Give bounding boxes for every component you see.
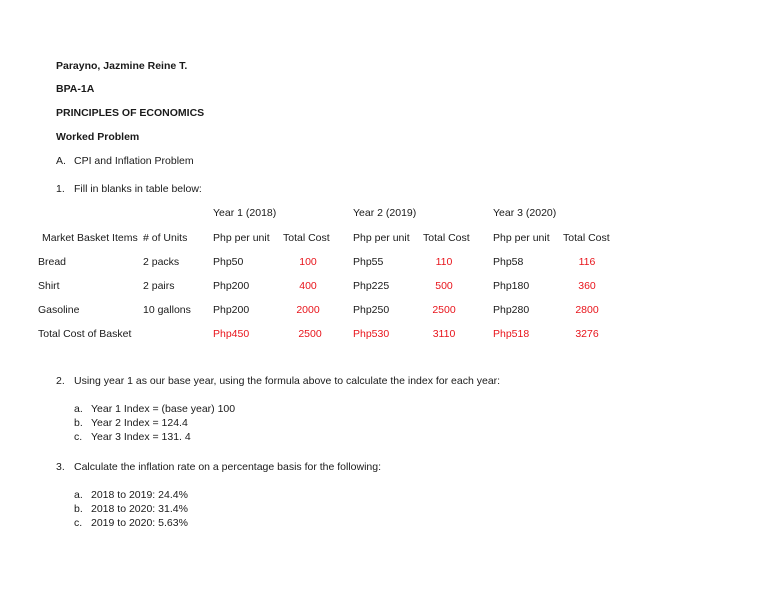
table-row-item: Bread [38, 256, 67, 268]
table-cell-total: 110 [435, 256, 453, 268]
column-header-total-y1: Total Cost [283, 232, 330, 244]
column-header-units: # of Units [143, 232, 188, 244]
table-row-item: Shirt [38, 280, 60, 292]
question-2-text: Using year 1 as our base year, using the formula above to calculate the index for each year: [74, 375, 501, 387]
list-item-letter: c. [74, 431, 83, 443]
list-item: Year 1 Index = (base year) 100 [91, 403, 236, 415]
table-cell-price: Php180 [493, 280, 530, 292]
table-cell-total: 100 [299, 256, 317, 268]
table-cell-price: Php58 [493, 256, 524, 268]
table-cell-price: Php250 [353, 304, 390, 316]
table-cell-total: 400 [299, 280, 317, 292]
table-row-item: Gasoline [38, 304, 80, 316]
question-2-number: 2. [56, 375, 65, 387]
table-total-cost: 3110 [432, 328, 456, 340]
list-item-letter: b. [74, 417, 83, 429]
table-total-label: Total Cost of Basket [38, 328, 132, 340]
year-2-header: Year 2 (2019) [353, 207, 417, 219]
column-header-total-y3: Total Cost [563, 232, 610, 244]
table-total-price: Php450 [213, 328, 250, 340]
list-item: 2019 to 2020: 5.63% [91, 517, 188, 529]
column-header-items: Market Basket Items [42, 232, 138, 244]
list-item-letter: b. [74, 503, 83, 515]
table-cell-total: 2000 [296, 304, 320, 316]
table-total-cost: 3276 [575, 328, 599, 340]
question-1-number: 1. [56, 183, 65, 195]
list-item-letter: c. [74, 517, 83, 529]
table-cell-total: 2800 [575, 304, 599, 316]
list-item: Year 3 Index = 131. 4 [91, 431, 191, 443]
table-cell-price: Php55 [353, 256, 384, 268]
question-1-text: Fill in blanks in table below: [74, 183, 202, 195]
table-row-units: 10 gallons [143, 304, 191, 316]
list-item: 2018 to 2020: 31.4% [91, 503, 188, 515]
table-cell-price: Php200 [213, 304, 250, 316]
list-item: Year 2 Index = 124.4 [91, 417, 188, 429]
table-cell-price: Php225 [353, 280, 390, 292]
question-3-number: 3. [56, 461, 65, 473]
student-section: BPA-1A [56, 83, 95, 95]
column-header-php-y1: Php per unit [213, 232, 270, 244]
table-row-units: 2 packs [143, 256, 180, 268]
column-header-total-y2: Total Cost [423, 232, 470, 244]
year-3-header: Year 3 (2020) [493, 207, 557, 219]
list-item-letter: a. [74, 403, 83, 415]
student-name: Parayno, Jazmine Reine T. [56, 60, 188, 72]
table-cell-price: Php200 [213, 280, 250, 292]
document-title: Worked Problem [56, 131, 140, 143]
list-item: 2018 to 2019: 24.4% [91, 489, 188, 501]
table-cell-total: 500 [435, 280, 453, 292]
table-cell-total: 116 [578, 256, 596, 268]
table-total-cost: 2500 [298, 328, 322, 340]
table-cell-total: 2500 [432, 304, 456, 316]
year-1-header: Year 1 (2018) [213, 207, 277, 219]
table-cell-total: 360 [578, 280, 596, 292]
table-total-price: Php530 [353, 328, 390, 340]
part-title: CPI and Inflation Problem [74, 155, 194, 167]
part-letter: A. [56, 155, 66, 167]
column-header-php-y2: Php per unit [353, 232, 410, 244]
table-cell-price: Php50 [213, 256, 244, 268]
list-item-letter: a. [74, 489, 83, 501]
column-header-php-y3: Php per unit [493, 232, 550, 244]
table-cell-price: Php280 [493, 304, 530, 316]
course-title: PRINCIPLES OF ECONOMICS [56, 107, 205, 119]
question-3-text: Calculate the inflation rate on a percentage basis for the following: [74, 461, 382, 473]
table-total-price: Php518 [493, 328, 530, 340]
table-row-units: 2 pairs [143, 280, 175, 292]
